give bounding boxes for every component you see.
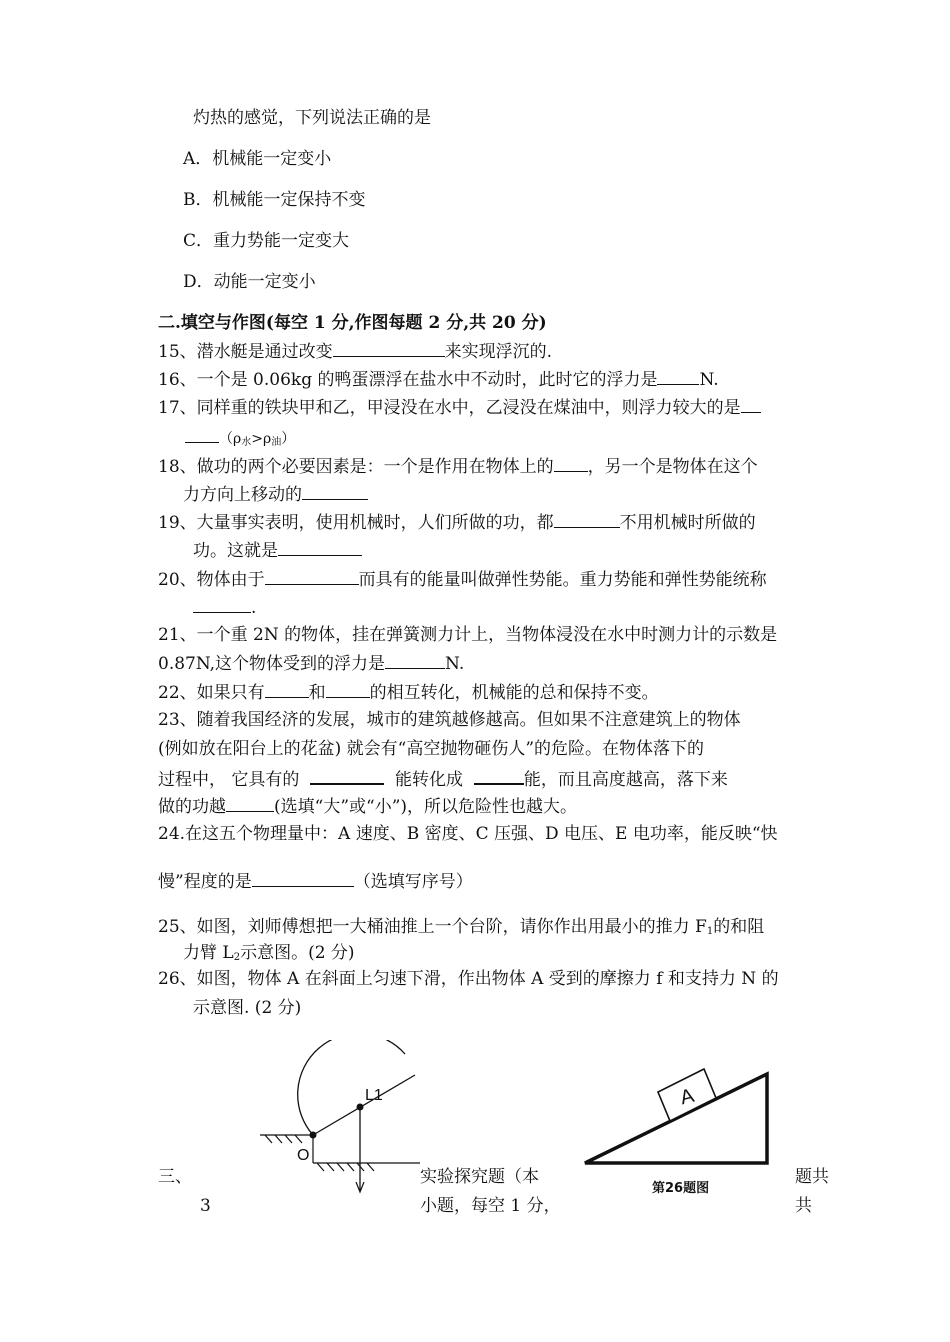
q23-line1: 23、随着我国经济的发展，城市的建筑越修越高。但如果不注意建筑上的物体 [158,710,741,730]
q20-line2: . [193,596,256,619]
q14-option-a: A．机械能一定变小 [183,149,332,169]
q16: 16、一个是 0.06kg 的鸭蛋漂浮在盐水中不动时，此时它的浮力是 N. [158,370,719,390]
figure-26-caption: 第26题图 [652,1181,710,1196]
section3-prefix: 三、 [158,1167,192,1187]
block-a-label: A [678,1084,697,1110]
section3-mid2: 小题，每空 1 分， [420,1196,561,1216]
q19-line1: 19、大量事实表明，使用机械时，人们所做的功，都 不用机械时所做的 [158,513,756,533]
q23-line2: (例如放在阳台上的花盆) 就会有“高空抛物砸伤人”的危险。在物体落下的 [158,739,705,759]
section2-title: 二.填空与作图(每空 1 分,作图每题 2 分,共 20 分) [158,313,547,333]
q17-line1: 17、同样重的铁块甲和乙，甲浸没在水中，乙浸没在煤油中，则浮力较大的是 [158,396,761,419]
section3-mid1: 实验探究题（本 [420,1167,539,1187]
q18-line1: 18、做功的两个必要因素是：一个是作用在物体上的 ，另一个是物体在这个 [158,457,758,477]
q14-option-d: D．动能一定变小 [183,272,316,292]
section3-num: 3 [200,1196,211,1216]
q23-line4: 做的功越 (选填“大”或“小”)，所以危险性也越大。 [158,797,578,817]
section3-right1: 题共 [795,1167,829,1187]
q19-line2: 功。这就是 [193,539,362,562]
q26-line2: 示意图. (2 分) [193,998,302,1018]
q17-line2: $(\rho_水>\rho_油)$ [185,426,295,454]
center-point [357,1104,364,1111]
q14-option-b: B．机械能一定保持不变 [183,190,366,210]
q26-line1: 26、如图，物体 A 在斜面上匀速下滑，作出物体 A 受到的摩擦力 f 和支持力 N 的 [158,969,779,989]
q21-line1: 21、一个重 2N 的物体，挂在弹簧测力计上，当物体浸没在水中时测力计的示数是 [158,625,778,645]
step-hatch [260,1135,420,1171]
q15: 15、潜水艇是通过改变 来实现浮沉的. [158,342,553,362]
q25-line1: 25、如图，刘师傅想把一大桶油推上一个台阶，请你作出用最小的推力 $F_1$的和阻 [158,917,765,937]
q21-line2: 0.87N,这个物体受到的浮力是 N. [158,654,465,674]
figure-26 [580,1055,775,1200]
barrel-circle [298,1040,405,1135]
label-o: O [297,1147,310,1164]
q18-line2: 力方向上移动的 [183,483,368,506]
q14-option-c: C．重力势能一定变大 [183,231,350,251]
lever-arm-line [313,1075,415,1135]
q23-line3: 过程中， 它具有的 能转化成 能，而且高度越高，落下来 [158,767,728,791]
q22: 22、如果只有 和 的相互转化，机械能的总和保持不变。 [158,683,659,703]
q20-line1: 20、物体由于 而具有的能量叫做弹性势能。重力势能和弹性势能统称 [158,570,767,590]
pivot-point [310,1132,317,1139]
q25-line2: 力臂 $L_2$示意图。(2 分) [183,943,355,963]
section3-right2: 共 [795,1196,812,1216]
q24-line2: 慢”程度的是 （选填写序号） [158,872,473,892]
figure-25 [255,1040,420,1200]
q14-tail: 灼热的感觉，下列说法正确的是 [193,108,431,128]
label-l1: L1 [365,1087,383,1104]
q24-line1: 24.在这五个物理量中：A 速度、B 密度、C 压强、D 电压、E 电功率，能反映“快 [158,824,778,844]
